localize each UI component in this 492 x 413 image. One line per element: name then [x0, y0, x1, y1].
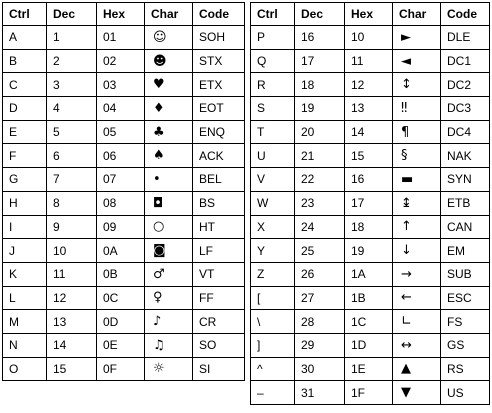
- code-cell: STX: [193, 49, 245, 73]
- dec-cell: 2: [47, 49, 97, 73]
- code-cell: ENQ: [193, 120, 245, 144]
- table-row: [251, 49, 490, 73]
- dec-cell: 24: [295, 215, 345, 239]
- pilcrow-icon: ¶: [393, 120, 441, 144]
- hex-cell: 14: [345, 120, 393, 144]
- ctrl-cell: ]: [251, 333, 295, 357]
- hex-cell: 0C: [97, 286, 145, 310]
- header-hex: Hex: [97, 3, 145, 26]
- dec-cell: 15: [47, 357, 97, 381]
- dec-cell: 17: [295, 49, 345, 73]
- down-arrow-icon: ↓: [393, 239, 441, 263]
- code-cell: SO: [193, 333, 245, 357]
- dec-cell: 31: [295, 381, 345, 405]
- hex-cell: 1A: [345, 262, 393, 286]
- dec-cell: 27: [295, 286, 345, 310]
- code-cell: SOH: [193, 26, 245, 50]
- female-sign-icon: ♀: [145, 286, 193, 310]
- hex-cell: 03: [97, 73, 145, 97]
- table-row: [3, 97, 245, 121]
- ctrl-cell: B: [3, 49, 47, 73]
- eighth-note-icon: ♪: [145, 310, 193, 334]
- ctrl-cell: Z: [251, 262, 295, 286]
- hex-cell: 11: [345, 49, 393, 73]
- table-row: [3, 262, 245, 286]
- table-row: [3, 310, 245, 334]
- ctrl-cell: G: [3, 168, 47, 192]
- up-arrow-icon: ↑: [393, 215, 441, 239]
- inverse-bullet-icon: ◘: [145, 191, 193, 215]
- code-cell: DC3: [441, 97, 490, 121]
- left-right-arrow-icon: ↔: [393, 333, 441, 357]
- spade-suit-icon: ♠: [145, 144, 193, 168]
- hex-cell: 15: [345, 144, 393, 168]
- code-cell: SYN: [441, 168, 490, 192]
- dec-cell: 9: [47, 215, 97, 239]
- code-cell: SI: [193, 357, 245, 381]
- hex-cell: 0F: [97, 357, 145, 381]
- table-row: [3, 239, 245, 263]
- ctrl-cell: L: [3, 286, 47, 310]
- code-cell: EOT: [193, 97, 245, 121]
- table-row: [251, 239, 490, 263]
- header-char: Char: [145, 3, 193, 26]
- code-cell: ESC: [441, 286, 490, 310]
- header-code: Code: [193, 3, 245, 26]
- dec-cell: 25: [295, 239, 345, 263]
- dec-cell: 11: [47, 262, 97, 286]
- table-row: [3, 191, 245, 215]
- table-row: [3, 120, 245, 144]
- dec-cell: 4: [47, 97, 97, 121]
- ctrl-cell: K: [3, 262, 47, 286]
- heart-suit-icon: ♥: [145, 73, 193, 97]
- ctrl-cell: E: [3, 120, 47, 144]
- club-suit-icon: ♣: [145, 120, 193, 144]
- code-cell: EM: [441, 239, 490, 263]
- ctrl-cell: ^: [251, 357, 295, 381]
- beamed-eighth-notes-icon: ♫: [145, 333, 193, 357]
- table-row: [3, 333, 245, 357]
- up-down-arrow-with-base-icon: ↨: [393, 191, 441, 215]
- hex-cell: 0B: [97, 262, 145, 286]
- hex-cell: 04: [97, 97, 145, 121]
- ctrl-cell: O: [3, 357, 47, 381]
- table-row: [251, 73, 490, 97]
- ctrl-cell: A: [3, 26, 47, 50]
- double-exclamation-icon: ‼: [393, 97, 441, 121]
- table-row: [3, 26, 245, 50]
- dec-cell: 1: [47, 26, 97, 50]
- left-pointer-icon: ◄: [393, 49, 441, 73]
- header-ctrl: Ctrl: [3, 3, 47, 26]
- sun-icon: ☼: [145, 357, 193, 381]
- code-cell: DC4: [441, 120, 490, 144]
- ctrl-cell: T: [251, 120, 295, 144]
- dec-cell: 3: [47, 73, 97, 97]
- code-cell: GS: [441, 333, 490, 357]
- header-hex: Hex: [345, 3, 393, 26]
- table-row: [251, 310, 490, 334]
- ctrl-cell: R: [251, 73, 295, 97]
- ctrl-cell: –: [251, 381, 295, 405]
- dec-cell: 26: [295, 262, 345, 286]
- table-row: [251, 262, 490, 286]
- table-row: [251, 357, 490, 381]
- ctrl-cell: Y: [251, 239, 295, 263]
- dec-cell: 19: [295, 97, 345, 121]
- hex-cell: 07: [97, 168, 145, 192]
- hex-cell: 1B: [345, 286, 393, 310]
- table-row: [251, 168, 490, 192]
- code-cell: ETB: [441, 191, 490, 215]
- hex-cell: 02: [97, 49, 145, 73]
- right-pointer-icon: ►: [393, 26, 441, 50]
- hex-cell: 18: [345, 215, 393, 239]
- ctrl-cell: M: [3, 310, 47, 334]
- right-arrow-icon: →: [393, 262, 441, 286]
- code-cell: BEL: [193, 168, 245, 192]
- dec-cell: 30: [295, 357, 345, 381]
- hex-cell: 0A: [97, 239, 145, 263]
- hex-cell: 1E: [345, 357, 393, 381]
- control-codes-table-left: [2, 2, 245, 381]
- ctrl-cell: W: [251, 191, 295, 215]
- ctrl-cell: [: [251, 286, 295, 310]
- ctrl-cell: H: [3, 191, 47, 215]
- hex-cell: 01: [97, 26, 145, 50]
- hex-cell: 10: [345, 26, 393, 50]
- dec-cell: 13: [47, 310, 97, 334]
- hex-cell: 1C: [345, 310, 393, 334]
- hex-cell: 12: [345, 73, 393, 97]
- header-dec: Dec: [47, 3, 97, 26]
- ctrl-cell: P: [251, 26, 295, 50]
- down-pointing-triangle-icon: ▼: [393, 381, 441, 405]
- table-row: [3, 168, 245, 192]
- control-codes-table-right: [250, 2, 490, 405]
- hex-cell: 19: [345, 239, 393, 263]
- table-row: [3, 73, 245, 97]
- ctrl-cell: N: [3, 333, 47, 357]
- dec-cell: 6: [47, 144, 97, 168]
- hex-cell: 09: [97, 215, 145, 239]
- header-dec: Dec: [295, 3, 345, 26]
- ctrl-cell: S: [251, 97, 295, 121]
- hex-cell: 1F: [345, 381, 393, 405]
- table-row: [3, 144, 245, 168]
- hex-cell: 16: [345, 168, 393, 192]
- inverse-white-circle-icon: ◙: [145, 239, 193, 263]
- code-cell: US: [441, 381, 490, 405]
- header-code: Code: [441, 3, 490, 26]
- header-char: Char: [393, 3, 441, 26]
- up-pointing-triangle-icon: ▲: [393, 357, 441, 381]
- dec-cell: 18: [295, 73, 345, 97]
- ctrl-cell: U: [251, 144, 295, 168]
- code-cell: ACK: [193, 144, 245, 168]
- hex-cell: 06: [97, 144, 145, 168]
- dec-cell: 16: [295, 26, 345, 50]
- white-smiley-face-icon: ☺: [145, 26, 193, 50]
- hex-cell: 1D: [345, 333, 393, 357]
- code-cell: FS: [441, 310, 490, 334]
- white-circle-icon: ○: [145, 215, 193, 239]
- hex-cell: 0E: [97, 333, 145, 357]
- table-header-row: [251, 3, 490, 26]
- table-row: [3, 49, 245, 73]
- dec-cell: 10: [47, 239, 97, 263]
- table-row: [3, 215, 245, 239]
- dec-cell: 5: [47, 120, 97, 144]
- dec-cell: 29: [295, 333, 345, 357]
- diamond-suit-icon: ♦: [145, 97, 193, 121]
- table-row: [251, 381, 490, 405]
- ctrl-cell: Q: [251, 49, 295, 73]
- dec-cell: 14: [47, 333, 97, 357]
- code-cell: BS: [193, 191, 245, 215]
- hex-cell: 13: [345, 97, 393, 121]
- header-ctrl: Ctrl: [251, 3, 295, 26]
- ctrl-cell: J: [3, 239, 47, 263]
- table-row: [251, 191, 490, 215]
- ctrl-cell: C: [3, 73, 47, 97]
- code-cell: DC1: [441, 49, 490, 73]
- table-row: [251, 120, 490, 144]
- dec-cell: 28: [295, 310, 345, 334]
- ctrl-cell: V: [251, 168, 295, 192]
- table-row: [251, 286, 490, 310]
- left-arrow-icon: ←: [393, 286, 441, 310]
- ctrl-cell: F: [3, 144, 47, 168]
- code-cell: DC2: [441, 73, 490, 97]
- male-sign-icon: ♂: [145, 262, 193, 286]
- table-row: [251, 215, 490, 239]
- bullet-icon: •: [145, 168, 193, 192]
- dec-cell: 12: [47, 286, 97, 310]
- ctrl-cell: X: [251, 215, 295, 239]
- hex-cell: 08: [97, 191, 145, 215]
- black-smiley-face-icon: ☻: [145, 49, 193, 73]
- section-sign-icon: §: [393, 144, 441, 168]
- table-row: [251, 333, 490, 357]
- code-cell: ETX: [193, 73, 245, 97]
- table-row: [251, 144, 490, 168]
- table-row: [3, 357, 245, 381]
- dec-cell: 22: [295, 168, 345, 192]
- dec-cell: 23: [295, 191, 345, 215]
- hex-cell: 05: [97, 120, 145, 144]
- code-cell: SUB: [441, 262, 490, 286]
- dec-cell: 8: [47, 191, 97, 215]
- code-cell: FF: [193, 286, 245, 310]
- hex-cell: 0D: [97, 310, 145, 334]
- dec-cell: 20: [295, 120, 345, 144]
- black-rectangle-icon: ▬: [393, 168, 441, 192]
- code-cell: CR: [193, 310, 245, 334]
- ctrl-cell: D: [3, 97, 47, 121]
- right-angle-icon: ∟: [393, 310, 441, 334]
- dec-cell: 7: [47, 168, 97, 192]
- ctrl-cell: \: [251, 310, 295, 334]
- code-cell: HT: [193, 215, 245, 239]
- ctrl-cell: I: [3, 215, 47, 239]
- table-row: [251, 26, 490, 50]
- code-cell: LF: [193, 239, 245, 263]
- up-down-arrow-icon: ↕: [393, 73, 441, 97]
- table-row: [251, 97, 490, 121]
- code-cell: DLE: [441, 26, 490, 50]
- code-cell: RS: [441, 357, 490, 381]
- code-cell: CAN: [441, 215, 490, 239]
- code-cell: NAK: [441, 144, 490, 168]
- hex-cell: 17: [345, 191, 393, 215]
- table-header-row: [3, 3, 245, 26]
- code-cell: VT: [193, 262, 245, 286]
- table-row: [3, 286, 245, 310]
- dec-cell: 21: [295, 144, 345, 168]
